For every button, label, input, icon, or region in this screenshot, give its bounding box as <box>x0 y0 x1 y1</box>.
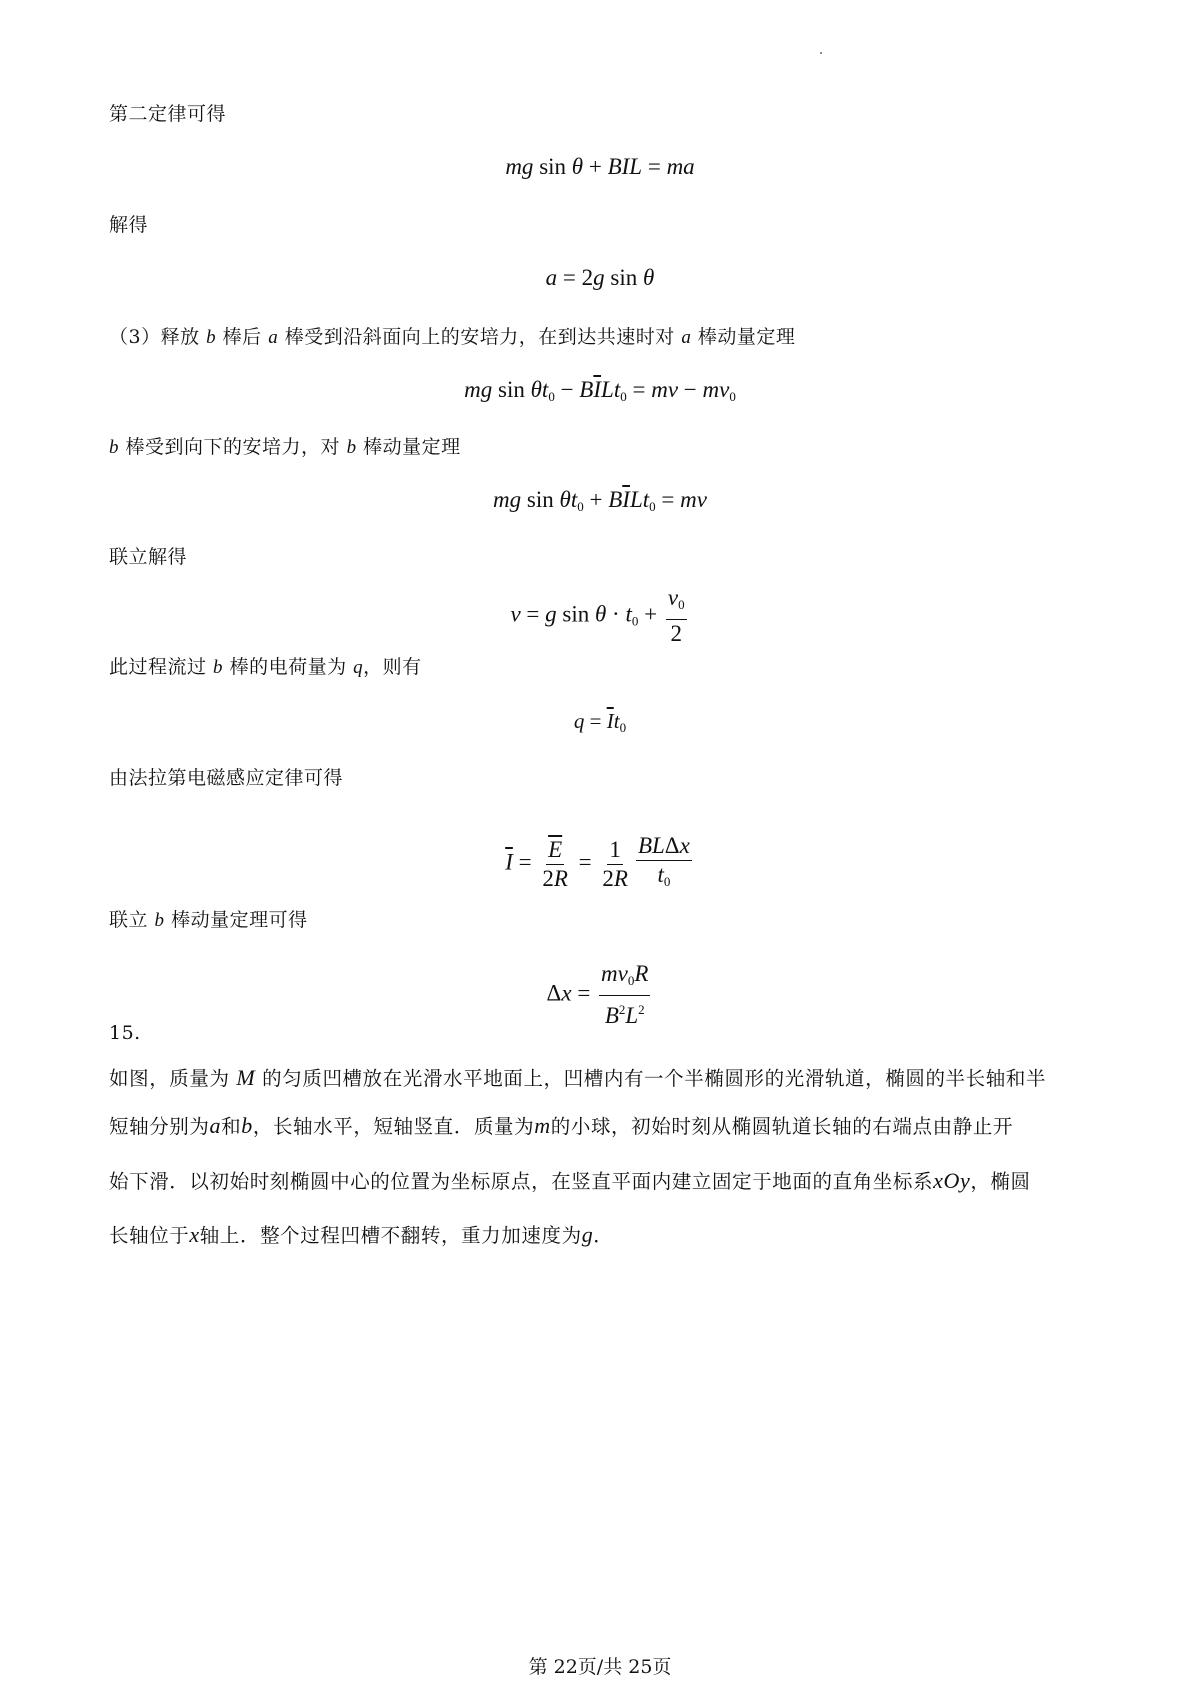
text-line: 联立解得 <box>109 546 188 568</box>
problem-text: 如图，质量为 M 的匀质凹槽放在光滑水平地面上，凹槽内有一个半椭圆形的光滑轨道，椭圆的半长轴和半 <box>109 1065 1047 1090</box>
equation-charge: $q = \overline{I}t_0$ <box>573 709 627 735</box>
equation-displacement: Δx = $\frac{mv_0R}{B^2L^2}$ <box>546 961 649 1028</box>
page-footer: 第 22页/共 25页 <box>528 1656 672 1678</box>
text-line: 第二定律可得 <box>109 103 227 125</box>
text-line: b 棒受到向下的安培力，对 b 棒动量定理 <box>109 436 461 458</box>
text-line: 此过程流过 b 棒的电荷量为 q，则有 <box>109 656 422 678</box>
text-line: 解得 <box>109 214 149 236</box>
problem-text: 短轴分别为a和b，长轴水平，短轴竖直．质量为m的小球，初始时刻从椭圆轨道长轴的右端点由静止开 <box>109 1113 1014 1138</box>
problem-text: 长轴位于x轴上．整个过程凹槽不翻转，重力加速度为g． <box>109 1222 614 1247</box>
problem-text: 始下滑．以初始时刻椭圆中心的位置为坐标原点，在竖直平面内建立固定于地面的直角坐标系xOy，椭圆 <box>109 1168 1031 1193</box>
equation-velocity: v = g $\sin \theta \cdot t_0$ + $\frac{v_0}{2}$ <box>510 585 685 646</box>
scan-dot <box>820 52 822 54</box>
text-line: （3）释放 b 棒后 a 棒受到沿斜面向上的安培力，在到达共速时对 a 棒动量定理 <box>109 326 796 348</box>
text-line: 由法拉第电磁感应定律可得 <box>109 767 344 789</box>
equation-newton: mg sin θ + BIL = ma <box>505 154 695 179</box>
equation-faraday: $\overline{I}$ = $\frac{\overline{E}}{2R}$ = $\frac{1}{2R}$ $\frac{\text{BLΔx}}{t_0}$ <box>505 833 690 891</box>
equation-momentum-a: mg $\sin \theta t_0 - B\overline{I}Lt_0$ = mv − $mv_0$ <box>464 377 736 404</box>
text-line: 联立 b 棒动量定理可得 <box>109 909 308 931</box>
equation-acceleration: a = 2g sin θ <box>545 265 655 290</box>
problem-number: 15. <box>109 1022 141 1044</box>
equation-momentum-b: mg $\sin \theta t_0 + B\overline{I}Lt_0$ = mv <box>493 487 707 514</box>
